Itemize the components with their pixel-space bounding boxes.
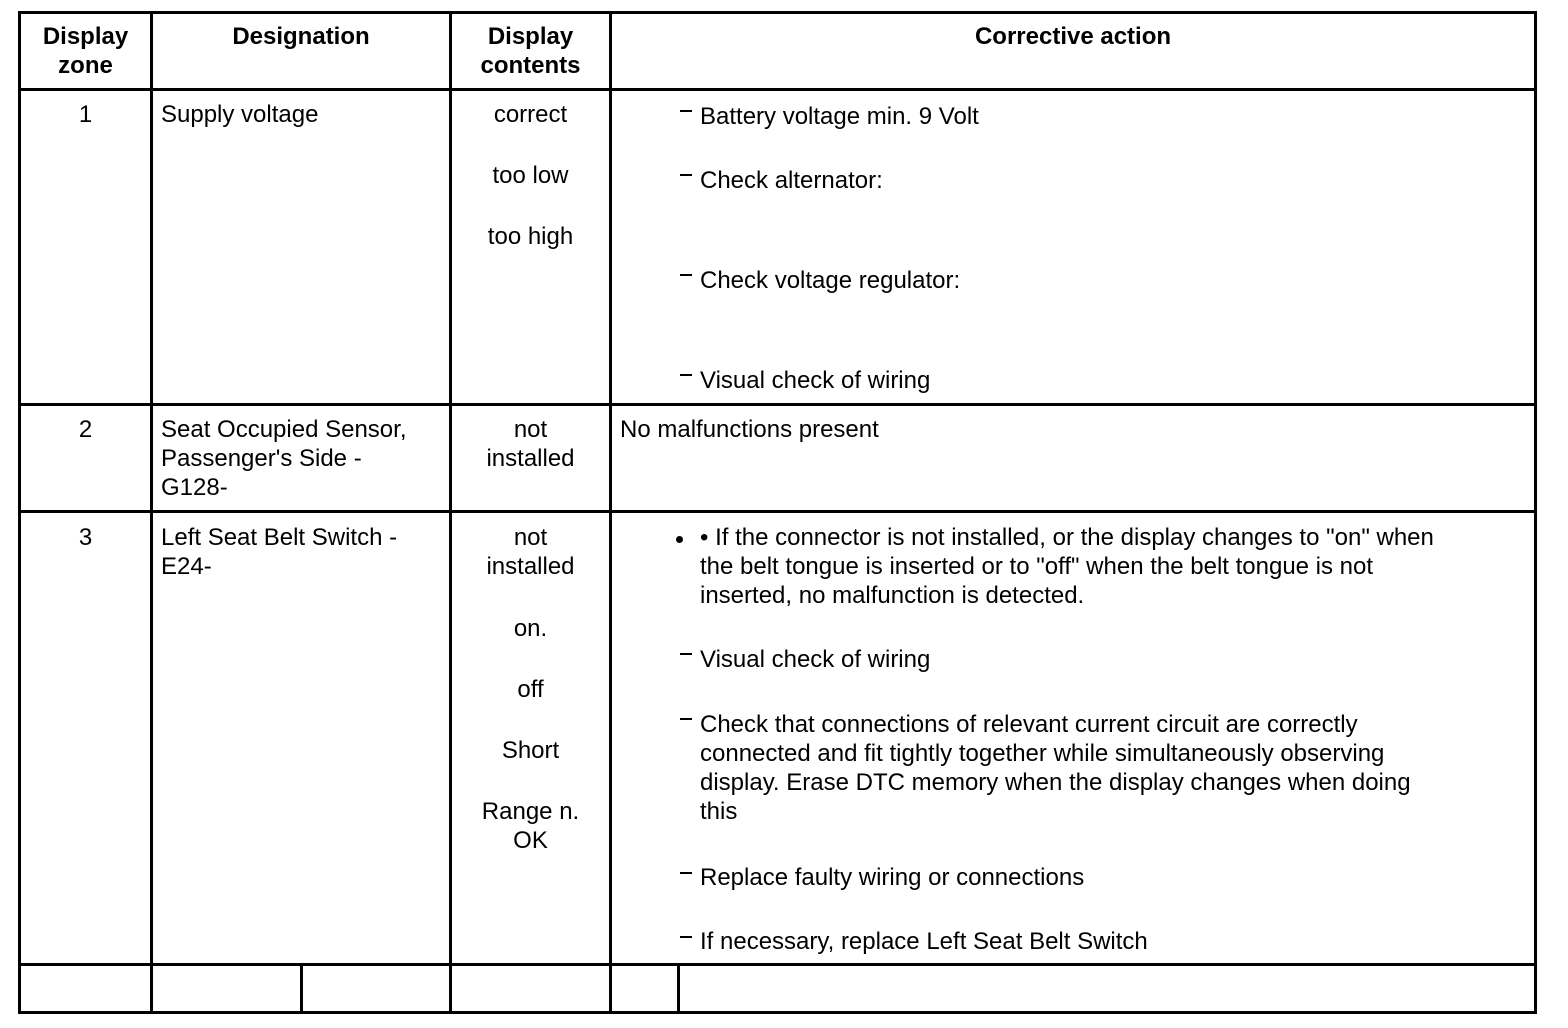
- row2-designation-line: Seat Occupied Sensor,: [161, 416, 407, 443]
- row2-zone: 2: [78, 416, 93, 443]
- header-display-zone: [21, 22, 150, 80]
- row1-action-battery: Battery voltage min. 9 Volt: [700, 103, 979, 130]
- column-divider: [150, 11, 153, 1014]
- row3-contents-line: not: [513, 524, 548, 551]
- row2-designation: [161, 415, 406, 502]
- header-display-zone-line: Display: [42, 23, 129, 50]
- header-designation: Designation: [232, 23, 370, 50]
- header-corrective-action: Corrective action: [974, 23, 1172, 50]
- column-divider: [609, 11, 612, 1014]
- row1-action-wiring: Visual check of wiring: [700, 367, 931, 394]
- header-divider: [18, 88, 1537, 91]
- row3-designation: [161, 523, 397, 581]
- row3-action-connections: [700, 710, 1411, 826]
- dash-marker: [680, 362, 692, 391]
- row-divider: [18, 963, 1537, 966]
- header-display-contents-line: Display: [487, 23, 574, 50]
- dash-marker: [680, 706, 692, 735]
- row3-content-on: on.: [513, 615, 548, 642]
- row3-contents-line: installed: [486, 553, 575, 580]
- header-display-contents: [452, 22, 609, 80]
- row3-action-connector-line: inserted, no malfunction is detected.: [700, 582, 1085, 609]
- row3-contents-line: Range n.: [481, 798, 580, 825]
- row1-zone: 1: [78, 101, 93, 128]
- dash-marker: [680, 98, 692, 127]
- row3-action-connector-line: the belt tongue is inserted or to "off" when the belt tongue is not: [700, 553, 1374, 580]
- row-divider: [18, 403, 1537, 406]
- row2-action-no-malfunctions: No malfunctions present: [620, 416, 879, 443]
- row3-action-connections-line: display. Erase DTC memory when the display changes when doing: [700, 769, 1411, 796]
- row3-action-replace-switch: If necessary, replace Left Seat Belt Switch: [700, 928, 1148, 955]
- row3-action-connector: [700, 523, 1434, 610]
- row3-content-off: off: [517, 676, 544, 703]
- dash-marker: [680, 641, 692, 670]
- row3-action-connections-line: connected and fit tightly together while simultaneously observing: [700, 740, 1385, 767]
- dash-marker: [680, 860, 692, 889]
- empty-row-divider: [300, 963, 303, 1014]
- row3-action-connections-line: Check that connections of relevant current circuit are correctly: [700, 711, 1358, 738]
- row3-zone: 3: [78, 524, 93, 551]
- row2-contents-line: installed: [486, 445, 575, 472]
- dash-marker: [680, 924, 692, 953]
- header-display-zone-line: zone: [58, 52, 113, 79]
- header-display-contents-line: contents: [480, 52, 581, 79]
- row2-contents: [452, 415, 609, 473]
- empty-row-divider: [677, 963, 680, 1014]
- row1-designation: Supply voltage: [161, 101, 319, 128]
- row1-action-regulator: Check voltage regulator:: [700, 267, 961, 294]
- row1-content-too-low: too low: [492, 162, 569, 189]
- row-divider: [18, 510, 1537, 513]
- row3-contents-not-installed: [452, 523, 609, 581]
- row2-designation-line: G128-: [161, 474, 228, 501]
- row2-contents-line: not: [513, 416, 548, 443]
- row1-content-too-high: too high: [487, 223, 574, 250]
- row3-content-short: Short: [501, 737, 560, 764]
- row3-contents-line: OK: [513, 827, 548, 854]
- row1-content-correct: correct: [493, 101, 568, 128]
- dash-marker: [680, 262, 692, 291]
- bullet-marker: [676, 536, 683, 543]
- row3-designation-line: E24-: [161, 553, 212, 580]
- row3-designation-line: Left Seat Belt Switch -: [161, 524, 398, 551]
- row3-action-wiring: Visual check of wiring: [700, 646, 931, 673]
- row3-action-connector-line: • If the connector is not installed, or the display changes to "on" when: [700, 524, 1434, 551]
- dash-marker: [680, 162, 692, 191]
- row1-action-alternator: Check alternator:: [700, 167, 883, 194]
- row3-action-connections-line: this: [700, 798, 738, 825]
- row3-action-replace-wiring: Replace faulty wiring or connections: [700, 864, 1085, 891]
- row3-content-range: [452, 797, 609, 855]
- row2-designation-line: Passenger's Side -: [161, 445, 362, 472]
